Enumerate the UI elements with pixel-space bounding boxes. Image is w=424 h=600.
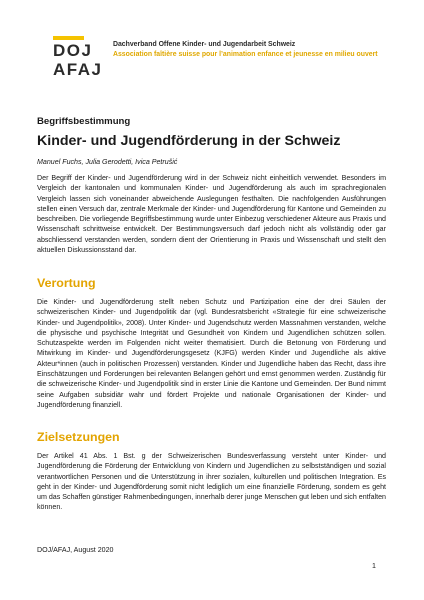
section-heading-verortung: Verortung	[37, 276, 96, 290]
intro-paragraph: Der Begriff der Kinder- und Jugendförderung wird in der Schweiz nicht einheitlich verwendet. Besonders im Vergleich der kantonalen und kommunalen Kinder- und Jugendförderung als auch im sprachregionalen Vergleich lassen sich voneinander abweichende Auslegungen festhalten. Die nachfolgenden Ausführungen stellen einen Versuch dar, zentrale Merkmale der Kinder- und Jugendförderung für Kantone und Gemeinden zu beschreiben. Die vorliegende Begriffsbestimmung wurde unter Einbezug verschiedener Akteure aus Praxis und Wissenschaft schrittweise entwickelt. Der Bestimmungsversuch darf jedoch nicht als vollständig oder gar abschliessend verstanden werden, sondern dient der Orientierung in Praxis und Wissenschaft und stellt den aktuellen Diskussionsstand dar.	[37, 174, 386, 255]
organization-name-de: Dachverband Offene Kinder- und Jugendarbeit Schweiz	[113, 41, 296, 48]
footer-source: DOJ/AFAJ, August 2020	[37, 546, 114, 554]
page-number: 1	[372, 562, 376, 570]
organization-name	[113, 40, 378, 59]
document-title: Kinder- und Jugendförderung in der Schweiz	[37, 133, 341, 149]
document-kicker: Begriffsbestimmung	[37, 116, 131, 127]
section-paragraph-zielsetzungen: Der Artikel 41 Abs. 1 Bst. g der Schweizerischen Bundesverfassung versteht unter Kinder- und Jugendförderung die Förderung der Entwicklung von Kindern und Jugendlichen zu selbstständigen und sozial verantwortlichen Personen und die Unterstützung in ihrer sozialen, kulturellen und politischen Integration. Es geht in der Kinder- und Jugendförderung somit nicht lediglich um eine finanzielle Förderung, sondern es geht um das Schaffen günstiger Rahmenbedingungen, innerhalb derer junge Menschen gut leben und sich entfalten können.	[37, 452, 386, 512]
logo-text-afaj: AFAJ	[53, 60, 103, 79]
section-heading-zielsetzungen: Zielsetzungen	[37, 430, 120, 444]
document-authors: Manuel Fuchs, Julia Gerodetti, Ivica Petrušić	[37, 158, 178, 166]
logo-accent-bar	[53, 36, 84, 40]
organization-name-fr: Association faîtière suisse pour l’animation enfance et jeunesse en milieu ouvert	[113, 50, 378, 58]
logo-text-doj: DOJ	[53, 41, 93, 60]
section-paragraph-verortung: Die Kinder- und Jugendförderung stellt neben Schutz und Partizipation eine der drei Säulen der schweizerischen Kinder- und Jugendpolitik dar (vgl. Bundesratsbericht «Strategie für eine schweizerische Kinder- und Jugendpolitik», 2008). Unter Kinder- und Jugendschutz werden Massnahmen verstanden, welche die physische und psychische Integrität und Gesundheit von Kindern und Jugendlichen schützen sollen. Schutzaspekte werden im Folgenden nicht weiter thematisiert. Durch die Betonung von Förderung und Mitwirkung im Kinder- und Jugendförderungsgesetz (KJFG) werden Kinder und Jugendliche als aktive Akteur*innen (auch in politischen Prozessen) verstanden. Kinder und Jugendliche haben das Recht, dass ihre Einschätzungen und Forderungen bei relevanten Belangen gehört und ernst genommen werden. Zuständig für die schweizerische Kinder- und Jugendpolitik sind in erster Linie die Kantone und Gemeinden. Der Bund nimmt seine Aufgaben subsidiär wahr und fördert Projekte und nationale Organisationen der Kinder- und Jugendförderung finanziell.	[37, 298, 386, 409]
